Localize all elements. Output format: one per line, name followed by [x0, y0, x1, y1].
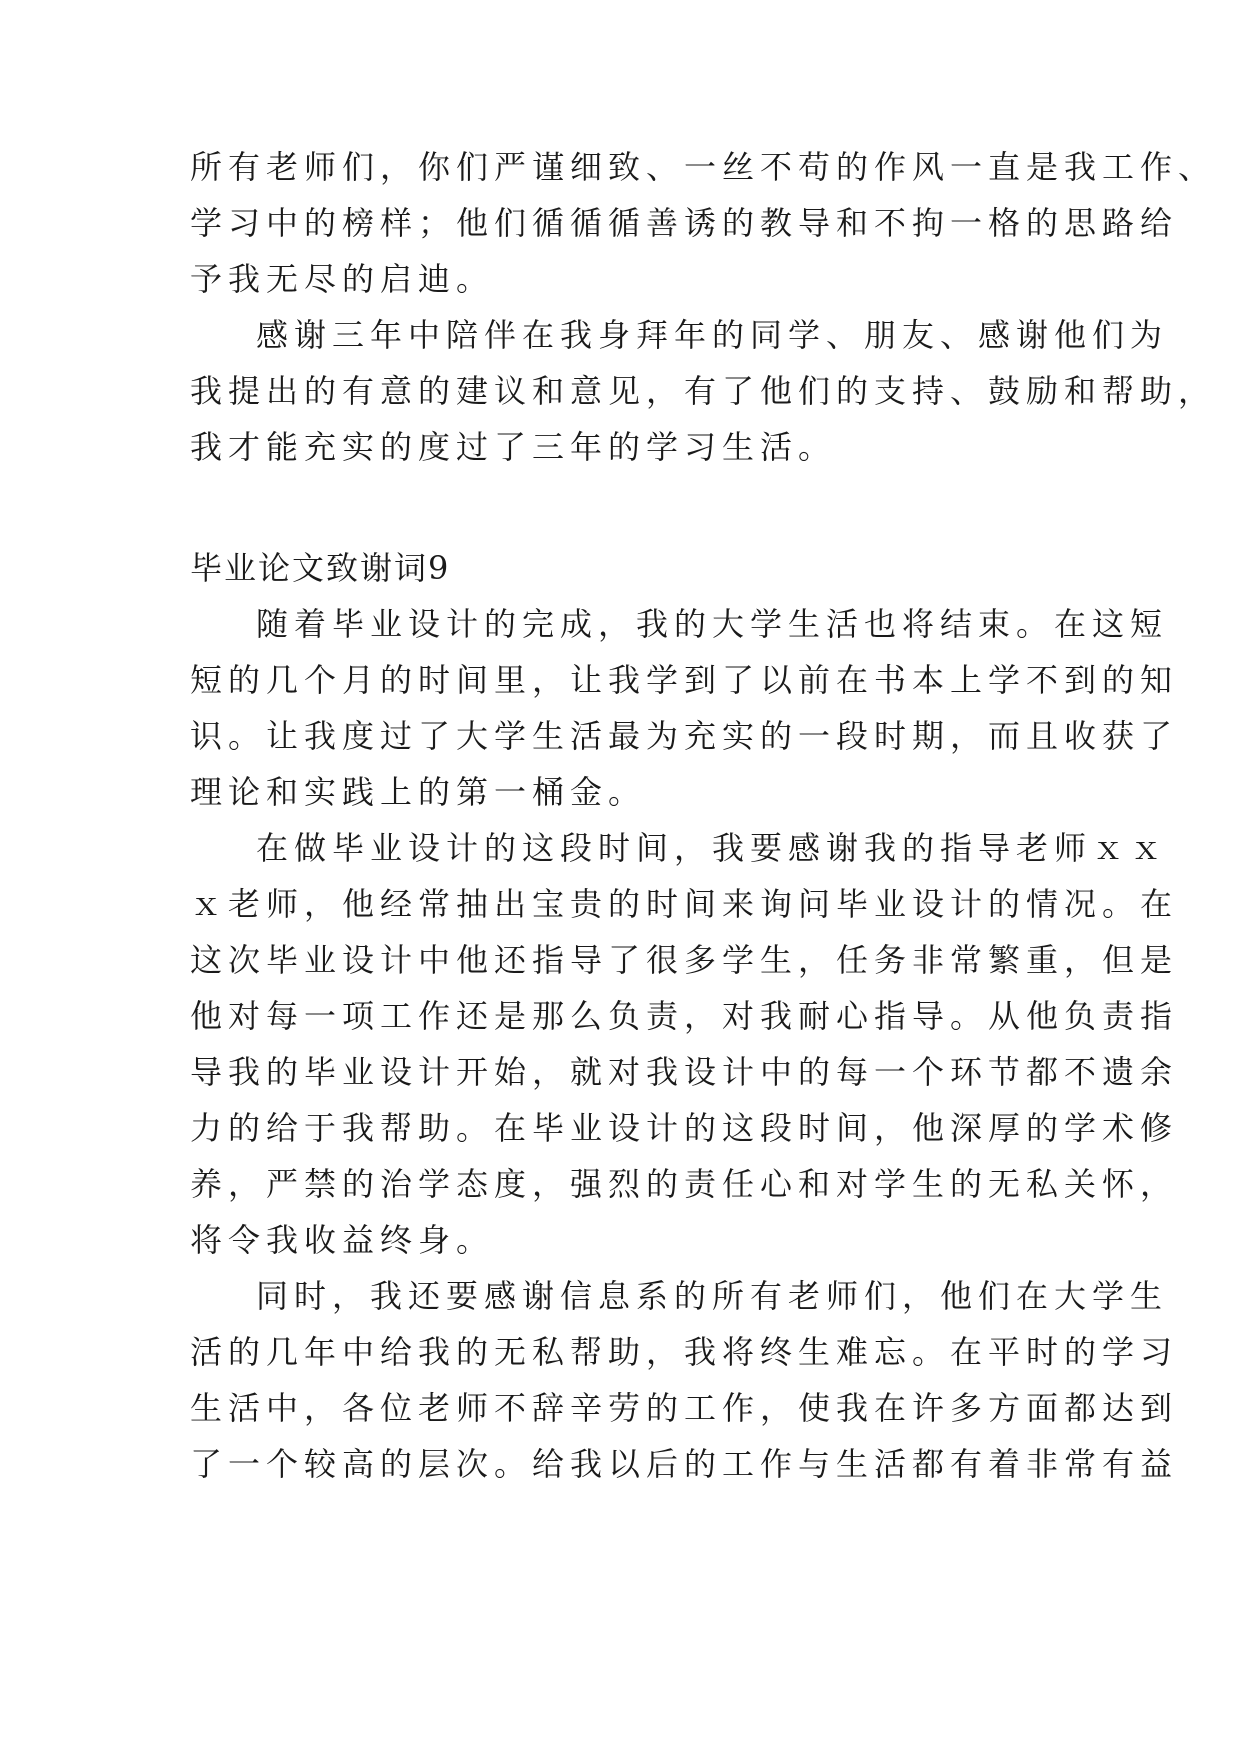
section-heading: 毕业论文致谢词9	[190, 549, 451, 587]
text-line: 短的几个月的时间里，让我学到了以前在书本上学不到的知	[190, 661, 1179, 699]
text-line: 力的给于我帮助。在毕业设计的这段时间，他深厚的学术修	[190, 1109, 1179, 1147]
text-line: 学习中的榜样；他们循循循善诱的教导和不拘一格的思路给	[190, 204, 1179, 242]
text-line: 识。让我度过了大学生活最为充实的一段时期，而且收获了	[190, 717, 1179, 755]
paragraph-start: 随着毕业设计的完成，我的大学生活也将结束。在这短	[256, 605, 1169, 643]
text-line: 予我无尽的启迪。	[190, 260, 495, 298]
text-line: 所有老师们，你们严谨细致、一丝不苟的作风一直是我工作、	[190, 148, 1217, 186]
text-line: 导我的毕业设计开始，就对我设计中的每一个环节都不遗余	[190, 1053, 1179, 1091]
text-line: 我才能充实的度过了三年的学习生活。	[190, 428, 837, 466]
text-line: 将令我收益终身。	[190, 1221, 495, 1259]
paragraph-start: 在做毕业设计的这段时间，我要感谢我的指导老师ｘｘ	[256, 829, 1169, 867]
text-line: 了一个较高的层次。给我以后的工作与生活都有着非常有益	[190, 1445, 1179, 1483]
text-line: 这次毕业设计中他还指导了很多学生，任务非常繁重，但是	[190, 941, 1179, 979]
text-line: ｘ老师，他经常抽出宝贵的时间来询问毕业设计的情况。在	[190, 885, 1179, 923]
text-line: 生活中，各位老师不辞辛劳的工作，使我在许多方面都达到	[190, 1389, 1179, 1427]
text-line: 我提出的有意的建议和意见，有了他们的支持、鼓励和帮助，	[190, 372, 1217, 410]
paragraph-start: 感谢三年中陪伴在我身拜年的同学、朋友、感谢他们为	[256, 316, 1169, 354]
paragraph-start: 同时，我还要感谢信息系的所有老师们，他们在大学生	[256, 1277, 1169, 1315]
text-line: 理论和实践上的第一桶金。	[190, 773, 647, 811]
text-line: 他对每一项工作还是那么负责，对我耐心指导。从他负责指	[190, 997, 1179, 1035]
text-line: 活的几年中给我的无私帮助，我将终生难忘。在平时的学习	[190, 1333, 1179, 1371]
text-line: 养，严禁的治学态度，强烈的责任心和对学生的无私关怀，	[190, 1165, 1179, 1203]
